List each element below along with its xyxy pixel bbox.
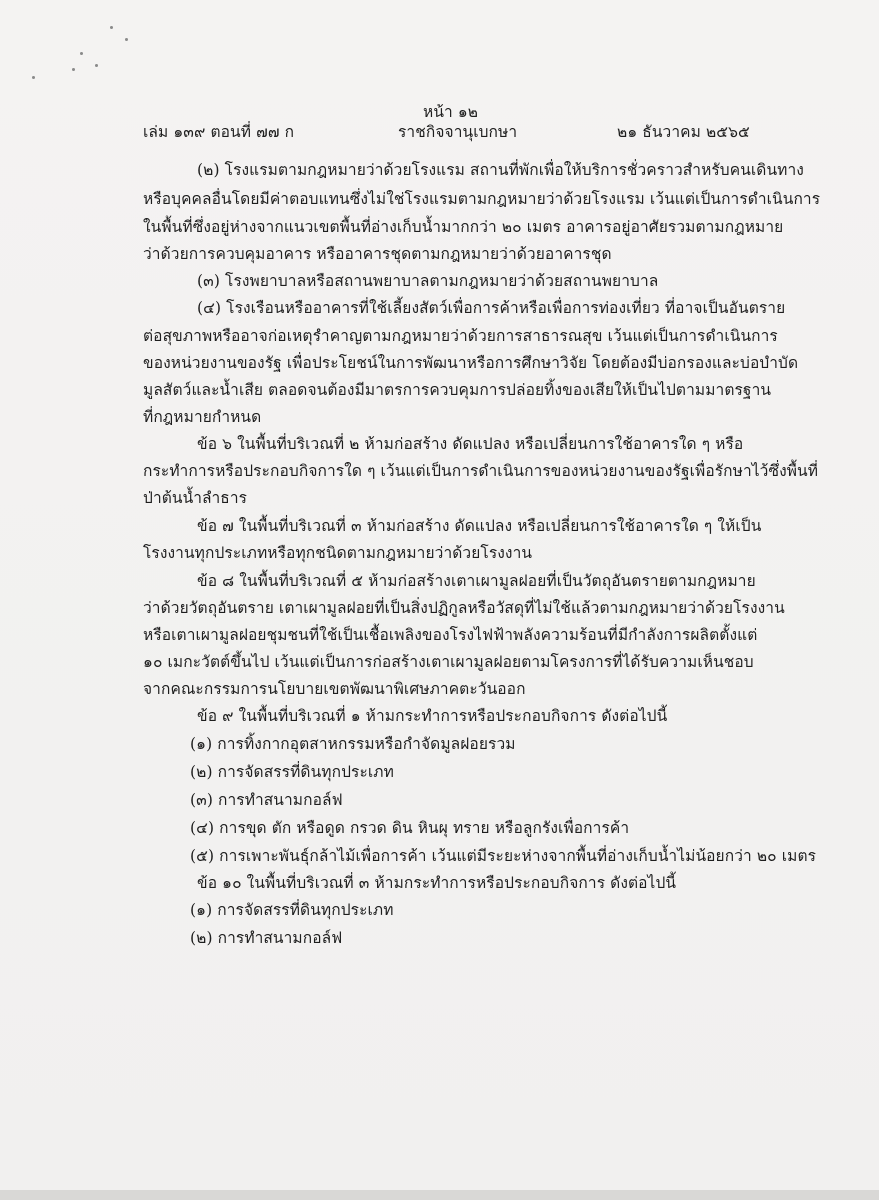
text-line: มูลสัตว์และน้ำเสีย ตลอดจนต้องมีมาตรการควบคุมการปล่อยทิ้งของเสียให้เป็นไปตามมาตรฐาน <box>143 381 772 399</box>
scan-speck <box>110 26 113 29</box>
list-item: (๔) การขุด ตัก หรือดูด กรวด ดิน หินผุ ทราย หรือลูกรังเพื่อการค้า <box>190 819 630 837</box>
list-item: (๒) การจัดสรรที่ดินทุกประเภท <box>190 763 394 781</box>
publication-date: ๒๑ ธันวาคม ๒๕๖๕ <box>617 123 750 141</box>
text-line: โรงงานทุกประเภทหรือทุกชนิดตามกฎหมายว่าด้วยโรงงาน <box>143 544 533 562</box>
text-line: ต่อสุขภาพหรืออาจก่อเหตุรำคาญตามกฎหมายว่าด้วยการสาธารณสุข เว้นแต่เป็นการดำเนินการ <box>143 327 778 345</box>
text-line: ที่กฎหมายกำหนด <box>143 408 262 426</box>
page-number: หน้า ๑๒ <box>423 103 479 121</box>
text-line: หรือบุคคลอื่นโดยมีค่าตอบแทนซึ่งไม่ใช่โรงแรมตามกฎหมายว่าด้วยโรงแรม เว้นแต่เป็นการดำเนินการ <box>143 190 821 208</box>
scan-bottom-edge <box>0 1190 879 1200</box>
scan-speck <box>32 76 35 79</box>
list-item: (๑) การทิ้งกากอุตสาหกรรมหรือกำจัดมูลฝอยรวม <box>190 735 516 753</box>
list-item: (๓) การทำสนามกอล์ฟ <box>190 791 343 809</box>
text-line: ข้อ ๑๐ ในพื้นที่บริเวณที่ ๓ ห้ามกระทำการหรือประกอบกิจการ ดังต่อไปนี้ <box>197 874 677 892</box>
text-line: ว่าด้วยการควบคุมอาคาร หรืออาคารชุดตามกฎหมายว่าด้วยอาคารชุด <box>143 245 612 263</box>
text-line: ข้อ ๖ ในพื้นที่บริเวณที่ ๒ ห้ามก่อสร้าง ดัดแปลง หรือเปลี่ยนการใช้อาคารใด ๆ หรือ <box>197 435 744 453</box>
text-line: (๒) โรงแรมตามกฎหมายว่าด้วยโรงแรม สถานที่พักเพื่อให้บริการชั่วคราวสำหรับคนเดินทาง <box>197 161 804 179</box>
text-line: กระทำการหรือประกอบกิจการใด ๆ เว้นแต่เป็นการดำเนินการของหน่วยงานของรัฐเพื่อรักษาไว้ซึ่งพื้นที่ <box>143 462 819 480</box>
text-line: ในพื้นที่ซึ่งอยู่ห่างจากแนวเขตพื้นที่อ่างเก็บน้ำมากกว่า ๒๐ เมตร อาคารอยู่อาศัยรวมตามกฎหมาย <box>143 218 784 236</box>
scan-speck <box>125 38 128 41</box>
scan-speck <box>72 68 75 71</box>
text-line: จากคณะกรรมการนโยบายเขตพัฒนาพิเศษภาคตะวันออก <box>143 680 526 698</box>
list-item: (๒) การทำสนามกอล์ฟ <box>190 929 343 947</box>
list-item: (๑) การจัดสรรที่ดินทุกประเภท <box>190 901 394 919</box>
scan-speck <box>80 52 83 55</box>
list-item: (๕) การเพาะพันธุ์กล้าไม้เพื่อการค้า เว้นแต่มีระยะห่างจากพื้นที่อ่างเก็บน้ำไม่น้อยกว่า ๒๐ เมตร <box>190 847 817 865</box>
text-line: ๑๐ เมกะวัตต์ขึ้นไป เว้นแต่เป็นการก่อสร้างเตาเผามูลฝอยตามโครงการที่ได้รับความเห็นชอบ <box>143 653 754 671</box>
text-line: ป่าต้นน้ำลำธาร <box>143 489 248 507</box>
text-line: หรือเตาเผามูลฝอยชุมชนที่ใช้เป็นเชื้อเพลิงของโรงไฟฟ้าพลังความร้อนที่มีกำลังการผลิตตั้งแต่ <box>143 626 758 644</box>
scan-specks <box>20 20 150 90</box>
volume-issue: เล่ม ๑๓๙ ตอนที่ ๗๗ ก <box>143 123 295 141</box>
text-line: ข้อ ๗ ในพื้นที่บริเวณที่ ๓ ห้ามก่อสร้าง ดัดแปลง หรือเปลี่ยนการใช้อาคารใด ๆ ให้เป็น <box>197 517 762 535</box>
publication-name: ราชกิจจานุเบกษา <box>398 123 518 141</box>
text-line: ข้อ ๙ ในพื้นที่บริเวณที่ ๑ ห้ามกระทำการหรือประกอบกิจการ ดังต่อไปนี้ <box>197 707 668 725</box>
text-line: ข้อ ๘ ในพื้นที่บริเวณที่ ๕ ห้ามก่อสร้างเตาเผามูลฝอยที่เป็นวัตถุอันตรายตามกฎหมาย <box>197 572 756 590</box>
text-line: ว่าด้วยวัตถุอันตราย เตาเผามูลฝอยที่เป็นสิ่งปฏิกูลหรือวัสดุที่ไม่ใช้แล้วตามกฎหมายว่าด้วยโรงงาน <box>143 599 785 617</box>
text-line: (๔) โรงเรือนหรืออาคารที่ใช้เลี้ยงสัตว์เพื่อการค้าหรือเพื่อการท่องเที่ยว ที่อาจเป็นอันตราย <box>197 299 786 317</box>
text-line: ของหน่วยงานของรัฐ เพื่อประโยชน์ในการพัฒนาหรือการศึกษาวิจัย โดยต้องมีบ่อกรองและบ่อบำบัด <box>143 354 799 372</box>
scan-speck <box>95 64 98 67</box>
text-line: (๓) โรงพยาบาลหรือสถานพยาบาลตามกฎหมายว่าด้วยสถานพยาบาล <box>197 272 659 290</box>
